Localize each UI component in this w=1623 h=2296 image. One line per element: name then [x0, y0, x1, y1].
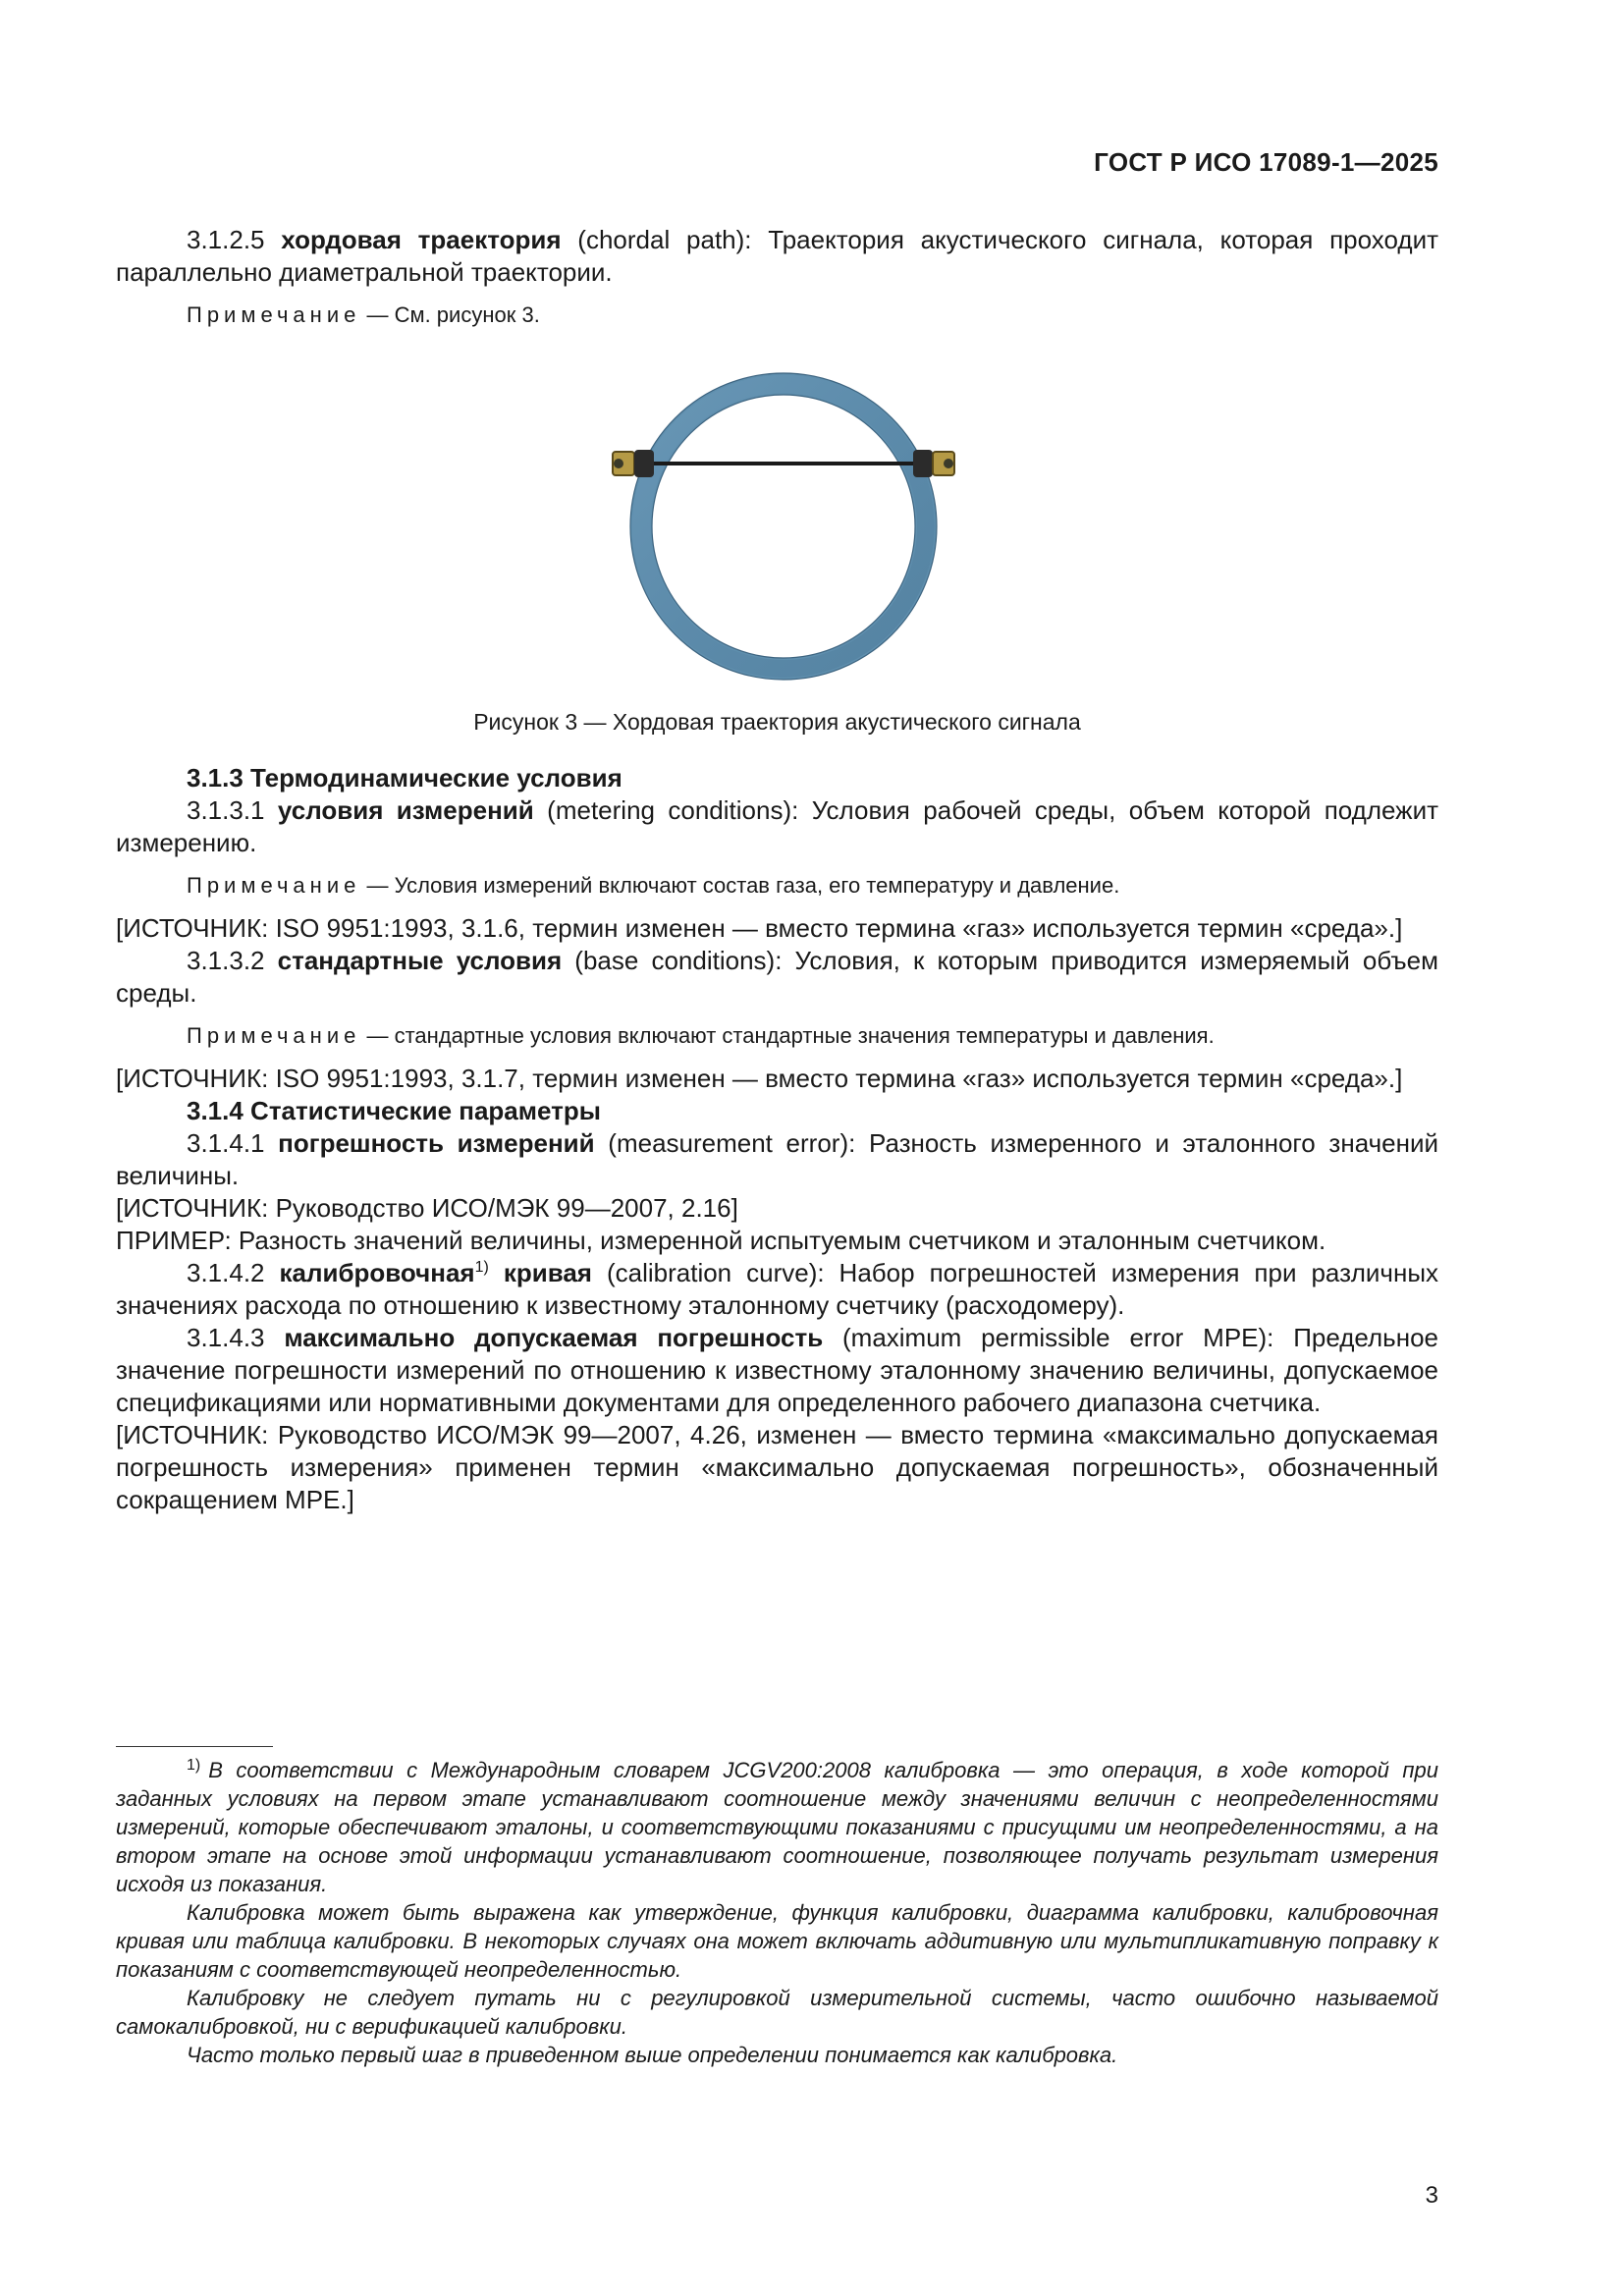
- source-reference: [ИСТОЧНИК: Руководство ИСО/МЭК 99—2007, 2.16]: [116, 1193, 738, 1223]
- transducer-left: [613, 450, 654, 477]
- source-reference: [ИСТОЧНИК: ISO 9951:1993, 3.1.6, термин изменен — вместо термина «газ» используется термин «среда».]: [116, 913, 1403, 943]
- term: условия измерений: [277, 795, 534, 825]
- term: калибровочная: [279, 1258, 475, 1287]
- note: Примечание — См. рисунок 3.: [187, 302, 540, 327]
- definition-3-1-4-1: 3.1.4.1 погрешность измерений (measurement error): Разность измеренного и эталонного значений величины.: [116, 1128, 1438, 1190]
- definition-3-1-4-2: 3.1.4.2 калибровочная$^{1)}$ кривая (calibration curve): Набор погрешностей измерения при различных значениях расхода по отношению к известному эталонному счетчику (расходомеру).: [116, 1258, 1439, 1320]
- term: погрешность измерений: [278, 1128, 595, 1158]
- page-number: 3: [1425, 2182, 1438, 2209]
- chordal-path-illustration: [597, 348, 970, 682]
- figure-caption: Рисунок 3 — Хордовая траектория акустического сигнала: [473, 709, 1081, 735]
- note: Примечание — стандартные условия включают стандартные значения температуры и давления.: [187, 1023, 1215, 1048]
- term: максимально допускаемая погрешность: [284, 1323, 824, 1352]
- footnote-paragraph: $^{1)}$ В соответствии с Международным словарем JCGV200:2008 калибровка — это операция, в ходе которой при заданных условиях на первом этапе устанавливают соотношение между значениями величин с неопределенностями измерений, которые обеспечивают эталоны, и соответствующими показаниями с присущими им неопределенностями, а на втором этапе на основе этой информации устанавливают соотношение, позволяющее получать результат измерения исходя из показания.: [116, 1757, 1438, 1896]
- note-label: Примечание: [187, 1023, 361, 1048]
- main-content: [116, 224, 1438, 1516]
- transducer-right: [913, 450, 954, 477]
- footnote-ref[interactable]: 1): [474, 1259, 489, 1276]
- definition-3-1-3-2: 3.1.3.2 стандартные условия (base conditions): Условия, к которым приводится измеряемый объем среды.: [116, 946, 1438, 1008]
- footnote-mark: 1): [187, 1757, 201, 1774]
- source-reference: [ИСТОЧНИК: Руководство ИСО/МЭК 99—2007, 4.26, изменен — вместо термина «максимально допускаемая погрешность измерения» применен термин «максимально допускаемая погрешность», обозначенный сокращением MPE.]: [116, 1420, 1438, 1514]
- term: стандартные условия: [277, 946, 563, 975]
- footnotes: [116, 1756, 1438, 2069]
- footnote-separator: [116, 1746, 273, 1747]
- definition-3-1-2-5: 3.1.2.5 хордовая траектория (chordal path): Траектория акустического сигнала, которая проходит параллельно диаметральной траектории.: [116, 225, 1438, 287]
- example: ПРИМЕР: Разность значений величины, измеренной испытуемым счетчиком и эталонным счетчиком.: [116, 1226, 1326, 1255]
- section-heading-3-1-3: 3.1.3 Термодинамические условия: [187, 763, 622, 793]
- figure-chordal-path: [116, 348, 1438, 701]
- definition-3-1-4-3: 3.1.4.3 максимально допускаемая погрешность (maximum permissible error MPE): Предельное значение погрешности измерений по отношению к известному эталонному значению величины, допускаемое спецификациями или нормативными документами для определенного рабочего диапазона счетчика.: [116, 1323, 1438, 1417]
- term: хордовая траектория: [281, 225, 562, 254]
- source-reference: [ИСТОЧНИК: ISO 9951:1993, 3.1.7, термин изменен — вместо термина «газ» используется термин «среда».]: [116, 1064, 1403, 1093]
- document-code: ГОСТ Р ИСО 17089-1—2025: [1094, 147, 1438, 177]
- footnote-paragraph: Часто только первый шаг в приведенном выше определении понимается как калибровка.: [187, 2043, 1118, 2067]
- section-heading-3-1-4: 3.1.4 Статистические параметры: [187, 1096, 601, 1125]
- note-label: Примечание: [187, 873, 361, 898]
- note: Примечание — Условия измерений включают состав газа, его температуру и давление.: [187, 873, 1120, 898]
- definition-3-1-3-1: 3.1.3.1 условия измерений (metering conditions): Условия рабочей среды, объем которой подлежит измерению.: [116, 795, 1439, 857]
- footnote-paragraph: Калибровку не следует путать ни с регулировкой измерительной системы, часто ошибочно называемой самокалибровкой, ни с верификацией калибровки.: [116, 1986, 1438, 2039]
- note-label: Примечание: [187, 302, 361, 327]
- footnote-paragraph: Калибровка может быть выражена как утверждение, функция калибровки, диаграмма калибровки, калибровочная кривая или таблица калибровки. В некоторых случаях она может включать аддитивную или мультипликативную поправку к показаниям с соответствующей неопределенностью.: [116, 1900, 1438, 1982]
